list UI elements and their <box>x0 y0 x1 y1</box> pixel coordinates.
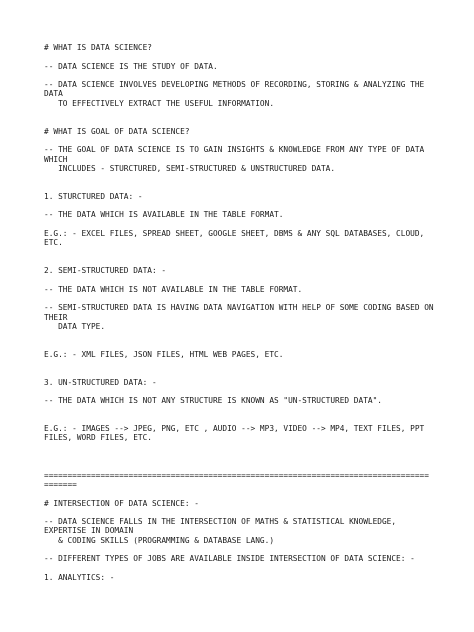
blank-line <box>44 461 436 470</box>
text-line: ======= <box>44 479 77 489</box>
text-line: TO EFFECTIVELY EXTRACT THE USEFUL INFORMATION. <box>44 98 275 108</box>
text-line: E.G.: - EXCEL FILES, SPREAD SHEET, GOOGLE SHEET, DBMS & ANY SQL DATABASES, CLOUD, <box>44 228 425 238</box>
blank-line <box>44 489 436 498</box>
blank-line <box>44 452 436 461</box>
blank-line <box>44 406 436 415</box>
text-line: WHICH <box>44 154 68 164</box>
text-line: -- DATA SCIENCE IS THE STUDY OF DATA. <box>44 61 218 71</box>
blank-line <box>44 294 436 303</box>
text-line: DATA <box>44 89 63 99</box>
text-line: # WHAT IS DATA SCIENCE? <box>44 43 152 52</box>
text-line: 3. UN-STRUCTURED DATA: - <box>44 377 157 387</box>
blank-line <box>44 108 436 117</box>
blank-line <box>44 257 436 266</box>
text-line: INCLUDES - STURCTURED, SEMI-STRUCTURED & UNSTRUCTURED DATA. <box>44 163 336 173</box>
blank-line <box>44 117 436 126</box>
text-line: ETC. <box>44 238 63 248</box>
blank-line <box>44 182 436 191</box>
blank-line <box>44 387 436 396</box>
blank-line <box>44 71 436 80</box>
blank-line <box>44 220 436 229</box>
text-line: -- DATA SCIENCE FALLS IN THE INTERSECTION OF MATHS & STATISTICAL KNOWLEDGE, <box>44 517 397 527</box>
blank-line <box>44 359 436 368</box>
blank-line <box>44 368 436 377</box>
blank-line <box>44 443 436 452</box>
text-line: 1. ANALYTICS: - <box>44 572 115 582</box>
text-line: 2. SEMI-STRUCTURED DATA: - <box>44 266 167 276</box>
text-line: -- DATA SCIENCE INVOLVES DEVELOPING METHODS OF RECORDING, STORING & ANALYZING THE <box>44 80 425 90</box>
blank-line <box>44 201 436 210</box>
text-line: -- THE GOAL OF DATA SCIENCE IS TO GAIN INSIGHTS & KNOWLEDGE FROM ANY TYPE OF DATA <box>44 145 425 155</box>
blank-line <box>44 564 436 573</box>
text-line: FILES, WORD FILES, ETC. <box>44 433 152 443</box>
text-line: ================================================================================== <box>44 470 429 480</box>
blank-line <box>44 173 436 182</box>
text-line: THEIR <box>44 312 68 322</box>
text-line: E.G.: - IMAGES --> JPEG, PNG, ETC , AUDIO --> MP3, VIDEO --> MP4, TEXT FILES, PPT <box>44 424 425 434</box>
text-line: EXPERTISE IN DOMAIN <box>44 526 134 536</box>
text-line: 1. STURCTURED DATA: - <box>44 191 143 201</box>
text-line: -- THE DATA WHICH IS AVAILABLE IN THE TABLE FORMAT. <box>44 210 284 220</box>
text-line: E.G.: - XML FILES, JSON FILES, HTML WEB PAGES, ETC. <box>44 349 284 359</box>
document-text <box>44 43 436 582</box>
blank-line <box>44 508 436 517</box>
blank-line <box>44 136 436 145</box>
text-line: -- DIFFERENT TYPES OF JOBS ARE AVAILABLE INSIDE INTERSECTION OF DATA SCIENCE: - <box>44 554 415 564</box>
text-line: & CODING SKILLS (PROGRAMMING & DATABASE LANG.) <box>44 535 275 545</box>
text-line: -- THE DATA WHICH IS NOT AVAILABLE IN THE TABLE FORMAT. <box>44 284 303 294</box>
blank-line <box>44 331 436 340</box>
blank-line <box>44 545 436 554</box>
blank-line <box>44 341 436 350</box>
blank-line <box>44 275 436 284</box>
text-line: -- SEMI-STRUCTURED DATA IS HAVING DATA NAVIGATION WITH HELP OF SOME CODING BASED ON <box>44 303 434 313</box>
text-line: # WHAT IS GOAL OF DATA SCIENCE? <box>44 126 190 136</box>
text-line: DATA TYPE. <box>44 321 106 331</box>
blank-line <box>44 415 436 424</box>
text-line: -- THE DATA WHICH IS NOT ANY STRUCTURE IS KNOWN AS "UN-STRUCTURED DATA". <box>44 396 382 406</box>
blank-line <box>44 52 436 61</box>
blank-line <box>44 248 436 257</box>
text-line: # INTERSECTION OF DATA SCIENCE: - <box>44 498 199 508</box>
